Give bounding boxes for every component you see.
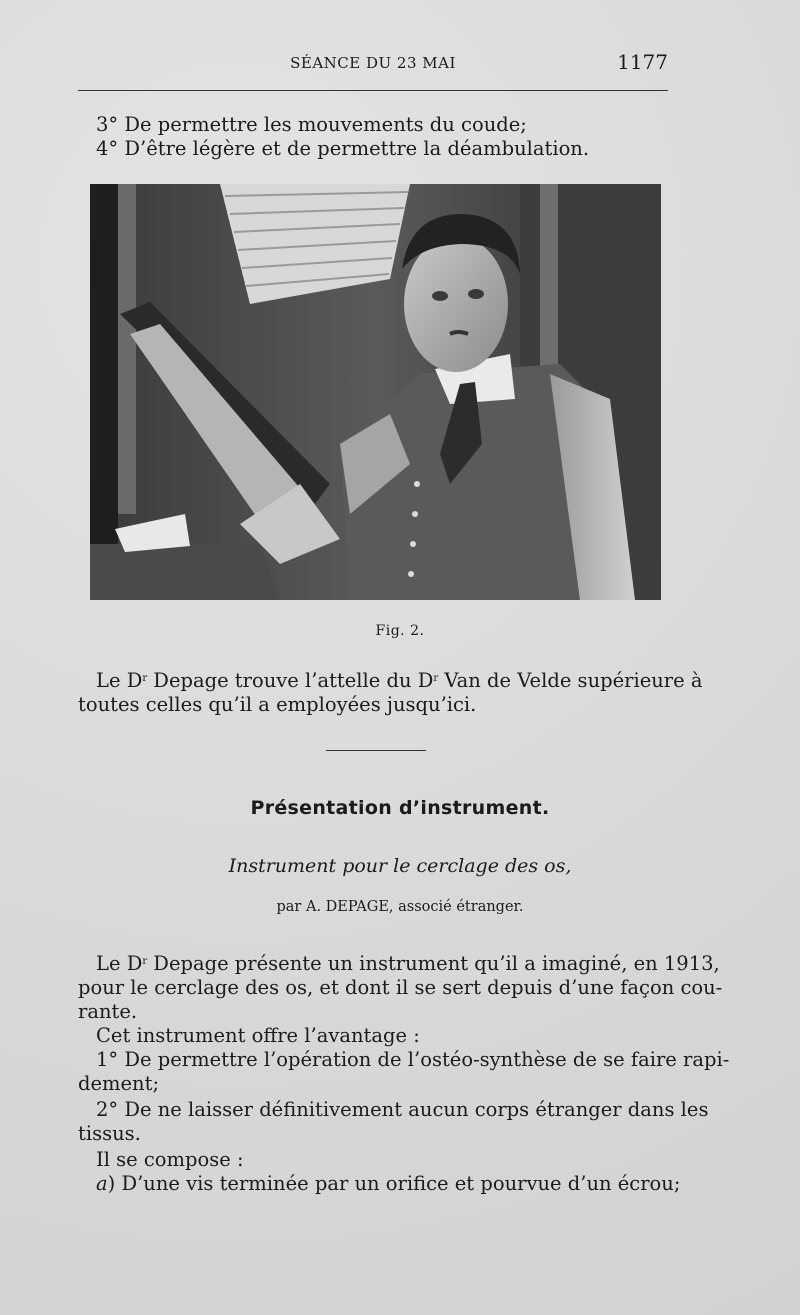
para2-line4: Cet instrument offre l’avantage :: [96, 1024, 420, 1047]
para1-text-c: Van de Velde supérieure à: [438, 669, 703, 692]
page-header: [78, 50, 668, 80]
page-number: 1177: [617, 50, 668, 74]
figure-photograph: [90, 184, 661, 600]
para2-item-text: ) D’une vis terminée par un orifice et pourvue d’un écrou;: [107, 1172, 681, 1195]
para2-line8: tissus.: [78, 1122, 141, 1145]
para2-text-b: Depage présente un instrument qu’il a imaginé, en 1913,: [147, 952, 720, 975]
section-separator: [326, 750, 426, 751]
running-title: SÉANCE DU 23 MAI: [290, 54, 456, 72]
para1-sup-b: r: [433, 673, 439, 684]
photo-image: [90, 184, 661, 600]
para1-line1: [78, 668, 703, 694]
para1-line2: toutes celles qu’il a employées jusqu’ici.: [78, 693, 477, 716]
para1-sup-a: r: [142, 673, 148, 684]
para2-line5: 1° De permettre l’opération de l’ostéo-synthèse de se faire rapi-: [96, 1048, 730, 1071]
para1-text-a: Le D: [96, 669, 143, 692]
para2-line2: pour le cerclage des os, et dont il se sert depuis d’une façon cou-: [78, 976, 723, 999]
para2-line6: dement;: [78, 1072, 160, 1095]
list-item-4: 4° D’être légère et de permettre la déambulation.: [96, 137, 590, 160]
section-byline: par A. DEPAGE, associé étranger.: [276, 899, 524, 915]
para2-item-letter: a: [96, 1172, 108, 1195]
para2-line3: rante.: [78, 1000, 138, 1023]
para2-line1: [78, 951, 720, 977]
header-rule: [78, 90, 668, 91]
list-item-3: 3° De permettre les mouvements du coude;: [96, 113, 527, 136]
para2-line10: [96, 1171, 681, 1197]
para1-text-b: Depage trouve l’attelle du D: [147, 669, 434, 692]
section-subtitle: Instrument pour le cerclage des os,: [228, 855, 572, 877]
para2-line7: 2° De ne laisser définitivement aucun corps étranger dans les: [96, 1098, 709, 1121]
figure-caption: Fig. 2.: [375, 623, 425, 639]
para2-text-a: Le D: [96, 952, 143, 975]
section-title: Présentation d’instrument.: [250, 797, 550, 819]
para2-line9: Il se compose :: [96, 1148, 244, 1171]
para2-sup: r: [142, 956, 148, 967]
